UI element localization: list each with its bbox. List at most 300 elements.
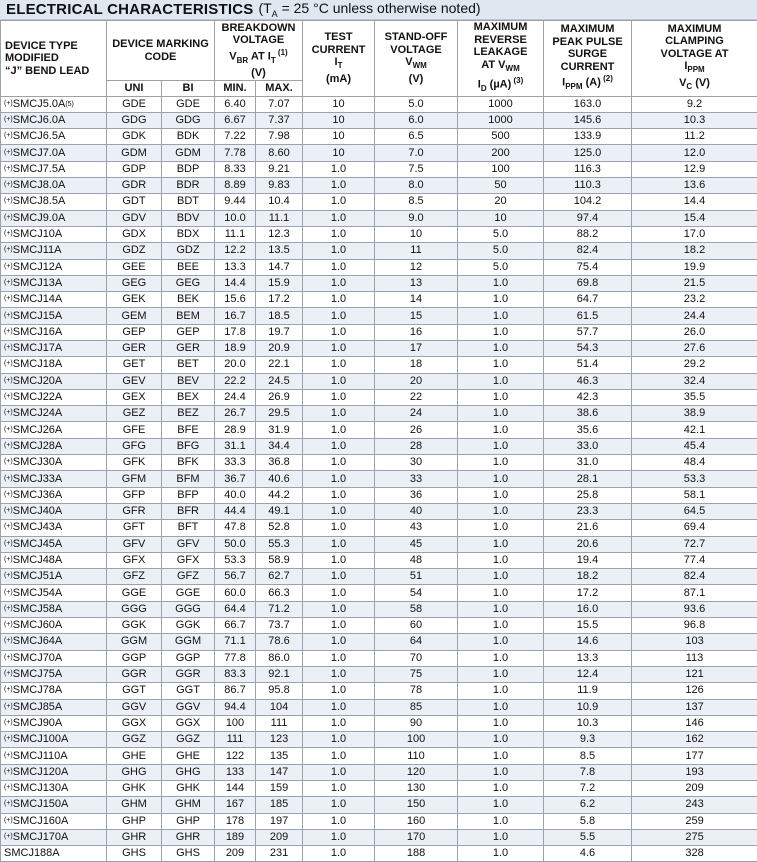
table-row bbox=[1, 275, 757, 291]
cell-peak-pulse-current: 17.2 bbox=[544, 585, 632, 601]
table-row bbox=[1, 161, 757, 177]
cell-standoff-voltage: 6.0 bbox=[375, 112, 458, 128]
cell-leakage-current: 1.0 bbox=[458, 471, 544, 487]
cell-standoff-voltage: 10 bbox=[375, 226, 458, 242]
cell-marking-bi: BFM bbox=[162, 471, 215, 487]
cell-clamping-voltage: 18.2 bbox=[632, 243, 757, 259]
cell-vbr-min: 209 bbox=[215, 846, 256, 862]
table-row bbox=[1, 471, 757, 487]
cell-vbr-max: 7.07 bbox=[256, 96, 303, 112]
cell-vbr-min: 167 bbox=[215, 797, 256, 813]
cell-test-current: 1.0 bbox=[303, 748, 375, 764]
cell-clamping-voltage: 13.6 bbox=[632, 178, 757, 194]
cell-device-type: (+)SMCJ28A bbox=[1, 438, 107, 454]
cell-test-current: 1.0 bbox=[303, 699, 375, 715]
table-row bbox=[1, 292, 757, 308]
cell-marking-uni: GER bbox=[107, 340, 162, 356]
cell-marking-bi: GFV bbox=[162, 536, 215, 552]
cell-peak-pulse-current: 116.3 bbox=[544, 161, 632, 177]
cell-clamping-voltage: 35.5 bbox=[632, 389, 757, 405]
cell-vbr-max: 66.3 bbox=[256, 585, 303, 601]
cell-peak-pulse-current: 9.3 bbox=[544, 732, 632, 748]
cell-clamping-voltage: 17.0 bbox=[632, 226, 757, 242]
cell-leakage-current: 1.0 bbox=[458, 569, 544, 585]
cell-clamping-voltage: 24.4 bbox=[632, 308, 757, 324]
cell-clamping-voltage: 9.2 bbox=[632, 96, 757, 112]
cell-vbr-min: 40.0 bbox=[215, 487, 256, 503]
header-device-type: DEVICE TYPE MODIFIED “J” BEND LEAD bbox=[1, 21, 107, 97]
cell-device-type: (+)SMCJ24A bbox=[1, 406, 107, 422]
cell-marking-uni: GGV bbox=[107, 699, 162, 715]
cell-marking-uni: GDG bbox=[107, 112, 162, 128]
table-row bbox=[1, 389, 757, 405]
cell-peak-pulse-current: 8.5 bbox=[544, 748, 632, 764]
cell-vbr-max: 95.8 bbox=[256, 683, 303, 699]
cell-standoff-voltage: 58 bbox=[375, 601, 458, 617]
cell-clamping-voltage: 12.9 bbox=[632, 161, 757, 177]
cell-marking-bi: GHR bbox=[162, 829, 215, 845]
cell-vbr-max: 18.5 bbox=[256, 308, 303, 324]
table-row bbox=[1, 194, 757, 210]
cell-device-type: (+)SMCJ85A bbox=[1, 699, 107, 715]
cell-marking-uni: GEE bbox=[107, 259, 162, 275]
cell-device-type: (+)SMCJ7.5A bbox=[1, 161, 107, 177]
cell-leakage-current: 1.0 bbox=[458, 536, 544, 552]
cell-leakage-current: 1.0 bbox=[458, 618, 544, 634]
cell-vbr-max: 231 bbox=[256, 846, 303, 862]
cell-marking-bi: GGG bbox=[162, 601, 215, 617]
cell-standoff-voltage: 43 bbox=[375, 520, 458, 536]
cell-marking-bi: GDZ bbox=[162, 243, 215, 259]
cell-peak-pulse-current: 10.9 bbox=[544, 699, 632, 715]
cell-vbr-min: 22.2 bbox=[215, 373, 256, 389]
cell-clamping-voltage: 93.6 bbox=[632, 601, 757, 617]
cell-clamping-voltage: 21.5 bbox=[632, 275, 757, 291]
cell-vbr-min: 15.6 bbox=[215, 292, 256, 308]
table-row bbox=[1, 340, 757, 356]
cell-device-type: (+)SMCJ16A bbox=[1, 324, 107, 340]
cell-marking-bi: GEP bbox=[162, 324, 215, 340]
table-row bbox=[1, 406, 757, 422]
cell-vbr-min: 8.89 bbox=[215, 178, 256, 194]
cell-marking-bi: GHK bbox=[162, 781, 215, 797]
cell-test-current: 1.0 bbox=[303, 764, 375, 780]
table-row bbox=[1, 797, 757, 813]
table-row bbox=[1, 455, 757, 471]
cell-marking-uni: GEP bbox=[107, 324, 162, 340]
cell-leakage-current: 5.0 bbox=[458, 243, 544, 259]
cell-standoff-voltage: 120 bbox=[375, 764, 458, 780]
cell-vbr-min: 56.7 bbox=[215, 569, 256, 585]
cell-vbr-max: 58.9 bbox=[256, 552, 303, 568]
cell-vbr-min: 24.4 bbox=[215, 389, 256, 405]
cell-peak-pulse-current: 11.9 bbox=[544, 683, 632, 699]
cell-marking-bi: BET bbox=[162, 357, 215, 373]
cell-leakage-current: 1.0 bbox=[458, 601, 544, 617]
cell-vbr-max: 14.7 bbox=[256, 259, 303, 275]
cell-vbr-min: 71.1 bbox=[215, 634, 256, 650]
cell-peak-pulse-current: 16.0 bbox=[544, 601, 632, 617]
cell-leakage-current: 1000 bbox=[458, 96, 544, 112]
table-row bbox=[1, 569, 757, 585]
cell-test-current: 1.0 bbox=[303, 340, 375, 356]
cell-vbr-min: 36.7 bbox=[215, 471, 256, 487]
cell-clamping-voltage: 58.1 bbox=[632, 487, 757, 503]
cell-marking-bi: BFE bbox=[162, 422, 215, 438]
cell-standoff-voltage: 8.0 bbox=[375, 178, 458, 194]
cell-peak-pulse-current: 46.3 bbox=[544, 373, 632, 389]
cell-device-type: (+)SMCJ10A bbox=[1, 226, 107, 242]
table-row bbox=[1, 112, 757, 128]
cell-leakage-current: 50 bbox=[458, 178, 544, 194]
cell-clamping-voltage: 14.4 bbox=[632, 194, 757, 210]
cell-device-type: (+)SMCJ110A bbox=[1, 748, 107, 764]
cell-standoff-voltage: 60 bbox=[375, 618, 458, 634]
cell-leakage-current: 1.0 bbox=[458, 666, 544, 682]
cell-device-type: (+)SMCJ36A bbox=[1, 487, 107, 503]
cell-leakage-current: 1.0 bbox=[458, 585, 544, 601]
cell-standoff-voltage: 30 bbox=[375, 455, 458, 471]
cell-clamping-voltage: 72.7 bbox=[632, 536, 757, 552]
cell-vbr-min: 50.0 bbox=[215, 536, 256, 552]
cell-vbr-max: 7.98 bbox=[256, 129, 303, 145]
cell-test-current: 1.0 bbox=[303, 194, 375, 210]
cell-marking-bi: BDR bbox=[162, 178, 215, 194]
cell-leakage-current: 1.0 bbox=[458, 634, 544, 650]
cell-device-type: SMCJ188A bbox=[1, 846, 107, 862]
cell-vbr-min: 64.4 bbox=[215, 601, 256, 617]
cell-marking-bi: BEZ bbox=[162, 406, 215, 422]
cell-vbr-min: 94.4 bbox=[215, 699, 256, 715]
cell-clamping-voltage: 64.5 bbox=[632, 503, 757, 519]
cell-test-current: 1.0 bbox=[303, 487, 375, 503]
cell-marking-bi: GGK bbox=[162, 618, 215, 634]
cell-device-type: (+)SMCJ160A bbox=[1, 813, 107, 829]
cell-vbr-max: 71.2 bbox=[256, 601, 303, 617]
table-row bbox=[1, 520, 757, 536]
cell-clamping-voltage: 87.1 bbox=[632, 585, 757, 601]
table-title: ELECTRICAL CHARACTERISTICS bbox=[6, 1, 253, 18]
table-row bbox=[1, 324, 757, 340]
cell-vbr-min: 144 bbox=[215, 781, 256, 797]
cell-vbr-min: 77.8 bbox=[215, 650, 256, 666]
cell-device-type: (+)SMCJ64A bbox=[1, 634, 107, 650]
cell-peak-pulse-current: 64.7 bbox=[544, 292, 632, 308]
cell-leakage-current: 1.0 bbox=[458, 846, 544, 862]
cell-vbr-min: 60.0 bbox=[215, 585, 256, 601]
cell-device-type: (+)SMCJ78A bbox=[1, 683, 107, 699]
cell-vbr-max: 29.5 bbox=[256, 406, 303, 422]
cell-leakage-current: 1.0 bbox=[458, 308, 544, 324]
cell-marking-bi: BEV bbox=[162, 373, 215, 389]
cell-peak-pulse-current: 61.5 bbox=[544, 308, 632, 324]
cell-standoff-voltage: 130 bbox=[375, 781, 458, 797]
cell-vbr-max: 13.5 bbox=[256, 243, 303, 259]
cell-marking-bi: GER bbox=[162, 340, 215, 356]
cell-vbr-min: 28.9 bbox=[215, 422, 256, 438]
cell-marking-uni: GEX bbox=[107, 389, 162, 405]
cell-marking-uni: GGX bbox=[107, 715, 162, 731]
table-row bbox=[1, 373, 757, 389]
cell-device-type: (+)SMCJ90A bbox=[1, 715, 107, 731]
cell-vbr-max: 62.7 bbox=[256, 569, 303, 585]
cell-marking-uni: GFP bbox=[107, 487, 162, 503]
cell-standoff-voltage: 48 bbox=[375, 552, 458, 568]
table-row bbox=[1, 732, 757, 748]
table-row bbox=[1, 422, 757, 438]
cell-test-current: 1.0 bbox=[303, 634, 375, 650]
cell-vbr-max: 197 bbox=[256, 813, 303, 829]
cell-marking-uni: GDZ bbox=[107, 243, 162, 259]
header-reverse-leakage: MAXIMUM REVERSE LEAKAGE AT $V_{WM}$ $I_D$ (µA) $^{(3)}$ bbox=[458, 21, 544, 97]
cell-clamping-voltage: 82.4 bbox=[632, 569, 757, 585]
cell-marking-bi: GGE bbox=[162, 585, 215, 601]
cell-standoff-voltage: 24 bbox=[375, 406, 458, 422]
cell-device-type: (+)SMCJ40A bbox=[1, 503, 107, 519]
cell-device-type: (+)SMCJ22A bbox=[1, 389, 107, 405]
cell-vbr-min: 18.9 bbox=[215, 340, 256, 356]
table-row bbox=[1, 699, 757, 715]
cell-peak-pulse-current: 4.6 bbox=[544, 846, 632, 862]
cell-vbr-max: 147 bbox=[256, 764, 303, 780]
cell-marking-uni: GGM bbox=[107, 634, 162, 650]
cell-marking-uni: GHE bbox=[107, 748, 162, 764]
cell-vbr-max: 135 bbox=[256, 748, 303, 764]
cell-test-current: 1.0 bbox=[303, 601, 375, 617]
cell-clamping-voltage: 96.8 bbox=[632, 618, 757, 634]
table-body bbox=[1, 96, 757, 862]
cell-leakage-current: 1.0 bbox=[458, 487, 544, 503]
cell-test-current: 1.0 bbox=[303, 585, 375, 601]
cell-test-current: 10 bbox=[303, 129, 375, 145]
table-row bbox=[1, 438, 757, 454]
cell-peak-pulse-current: 97.4 bbox=[544, 210, 632, 226]
table-row bbox=[1, 552, 757, 568]
cell-standoff-voltage: 54 bbox=[375, 585, 458, 601]
cell-peak-pulse-current: 6.2 bbox=[544, 797, 632, 813]
cell-peak-pulse-current: 14.6 bbox=[544, 634, 632, 650]
table-row bbox=[1, 829, 757, 845]
cell-marking-uni: GHG bbox=[107, 764, 162, 780]
cell-vbr-max: 55.3 bbox=[256, 536, 303, 552]
cell-leakage-current: 10 bbox=[458, 210, 544, 226]
cell-marking-bi: BDT bbox=[162, 194, 215, 210]
cell-test-current: 1.0 bbox=[303, 308, 375, 324]
cell-test-current: 1.0 bbox=[303, 455, 375, 471]
table-row bbox=[1, 764, 757, 780]
cell-peak-pulse-current: 33.0 bbox=[544, 438, 632, 454]
cell-leakage-current: 1.0 bbox=[458, 650, 544, 666]
cell-marking-bi: GFX bbox=[162, 552, 215, 568]
table-row bbox=[1, 178, 757, 194]
cell-device-type: (+)SMCJ30A bbox=[1, 455, 107, 471]
cell-vbr-min: 100 bbox=[215, 715, 256, 731]
cell-vbr-min: 10.0 bbox=[215, 210, 256, 226]
cell-leakage-current: 1.0 bbox=[458, 699, 544, 715]
cell-clamping-voltage: 12.0 bbox=[632, 145, 757, 161]
cell-clamping-voltage: 209 bbox=[632, 781, 757, 797]
cell-marking-bi: BFP bbox=[162, 487, 215, 503]
cell-peak-pulse-current: 12.4 bbox=[544, 666, 632, 682]
cell-standoff-voltage: 33 bbox=[375, 471, 458, 487]
table-row bbox=[1, 357, 757, 373]
cell-vbr-min: 13.3 bbox=[215, 259, 256, 275]
cell-leakage-current: 1.0 bbox=[458, 292, 544, 308]
cell-peak-pulse-current: 35.6 bbox=[544, 422, 632, 438]
cell-device-type: (+)SMCJ60A bbox=[1, 618, 107, 634]
cell-clamping-voltage: 26.0 bbox=[632, 324, 757, 340]
cell-leakage-current: 1.0 bbox=[458, 829, 544, 845]
cell-vbr-max: 209 bbox=[256, 829, 303, 845]
cell-vbr-min: 178 bbox=[215, 813, 256, 829]
cell-vbr-max: 73.7 bbox=[256, 618, 303, 634]
table-row bbox=[1, 813, 757, 829]
cell-marking-uni: GHM bbox=[107, 797, 162, 813]
cell-peak-pulse-current: 20.6 bbox=[544, 536, 632, 552]
cell-leakage-current: 1.0 bbox=[458, 389, 544, 405]
cell-device-type: (+)SMCJ18A bbox=[1, 357, 107, 373]
header-test-current: TEST CURRENT $I_T$ (mA) bbox=[303, 21, 375, 97]
cell-vbr-min: 33.3 bbox=[215, 455, 256, 471]
cell-leakage-current: 1.0 bbox=[458, 373, 544, 389]
cell-peak-pulse-current: 88.2 bbox=[544, 226, 632, 242]
cell-leakage-current: 1.0 bbox=[458, 813, 544, 829]
cell-test-current: 1.0 bbox=[303, 781, 375, 797]
cell-standoff-voltage: 14 bbox=[375, 292, 458, 308]
cell-vbr-max: 111 bbox=[256, 715, 303, 731]
table-row bbox=[1, 145, 757, 161]
cell-standoff-voltage: 51 bbox=[375, 569, 458, 585]
cell-clamping-voltage: 69.4 bbox=[632, 520, 757, 536]
table-row bbox=[1, 487, 757, 503]
cell-marking-uni: GDX bbox=[107, 226, 162, 242]
header-standoff-voltage: STAND-OFF VOLTAGE $V_{WM}$ (V) bbox=[375, 21, 458, 97]
table-row bbox=[1, 96, 757, 112]
cell-device-type: (+)SMCJ120A bbox=[1, 764, 107, 780]
cell-test-current: 1.0 bbox=[303, 618, 375, 634]
cell-standoff-voltage: 8.5 bbox=[375, 194, 458, 210]
cell-leakage-current: 1.0 bbox=[458, 455, 544, 471]
cell-test-current: 1.0 bbox=[303, 666, 375, 682]
cell-test-current: 1.0 bbox=[303, 471, 375, 487]
table-row bbox=[1, 618, 757, 634]
cell-vbr-min: 11.1 bbox=[215, 226, 256, 242]
cell-leakage-current: 5.0 bbox=[458, 226, 544, 242]
cell-leakage-current: 500 bbox=[458, 129, 544, 145]
cell-vbr-max: 185 bbox=[256, 797, 303, 813]
cell-leakage-current: 1.0 bbox=[458, 324, 544, 340]
cell-vbr-max: 15.9 bbox=[256, 275, 303, 291]
cell-standoff-voltage: 78 bbox=[375, 683, 458, 699]
cell-marking-uni: GDM bbox=[107, 145, 162, 161]
header-peak-pulse-current: MAXIMUM PEAK PULSE SURGE CURRENT $I_{PPM}$ (A) $^{(2)}$ bbox=[544, 21, 632, 97]
cell-clamping-voltage: 177 bbox=[632, 748, 757, 764]
cell-vbr-min: 86.7 bbox=[215, 683, 256, 699]
cell-marking-uni: GGT bbox=[107, 683, 162, 699]
cell-standoff-voltage: 160 bbox=[375, 813, 458, 829]
cell-device-type: (+)SMCJ170A bbox=[1, 829, 107, 845]
cell-standoff-voltage: 7.5 bbox=[375, 161, 458, 177]
cell-device-type: (+)SMCJ14A bbox=[1, 292, 107, 308]
table-row bbox=[1, 666, 757, 682]
header-marking-uni: UNI bbox=[107, 81, 162, 96]
cell-marking-uni: GDK bbox=[107, 129, 162, 145]
cell-marking-uni: GFG bbox=[107, 438, 162, 454]
cell-vbr-min: 7.22 bbox=[215, 129, 256, 145]
cell-test-current: 1.0 bbox=[303, 178, 375, 194]
cell-peak-pulse-current: 69.8 bbox=[544, 275, 632, 291]
cell-device-type: (+)SMCJ13A bbox=[1, 275, 107, 291]
cell-leakage-current: 1.0 bbox=[458, 438, 544, 454]
cell-vbr-min: 7.78 bbox=[215, 145, 256, 161]
cell-standoff-voltage: 75 bbox=[375, 666, 458, 682]
cell-marking-bi: GGT bbox=[162, 683, 215, 699]
cell-standoff-voltage: 64 bbox=[375, 634, 458, 650]
cell-marking-bi: BEK bbox=[162, 292, 215, 308]
cell-marking-uni: GEG bbox=[107, 275, 162, 291]
cell-marking-bi: BEX bbox=[162, 389, 215, 405]
cell-vbr-max: 9.21 bbox=[256, 161, 303, 177]
cell-peak-pulse-current: 51.4 bbox=[544, 357, 632, 373]
cell-standoff-voltage: 110 bbox=[375, 748, 458, 764]
cell-marking-uni: GHR bbox=[107, 829, 162, 845]
cell-device-type: (+)SMCJ33A bbox=[1, 471, 107, 487]
cell-vbr-min: 9.44 bbox=[215, 194, 256, 210]
cell-device-type: (+)SMCJ26A bbox=[1, 422, 107, 438]
cell-clamping-voltage: 193 bbox=[632, 764, 757, 780]
cell-peak-pulse-current: 15.5 bbox=[544, 618, 632, 634]
cell-standoff-voltage: 16 bbox=[375, 324, 458, 340]
cell-clamping-voltage: 113 bbox=[632, 650, 757, 666]
cell-clamping-voltage: 29.2 bbox=[632, 357, 757, 373]
cell-marking-uni: GEK bbox=[107, 292, 162, 308]
cell-standoff-voltage: 36 bbox=[375, 487, 458, 503]
cell-clamping-voltage: 137 bbox=[632, 699, 757, 715]
cell-device-type: (+)SMCJ75A bbox=[1, 666, 107, 682]
cell-marking-uni: GFE bbox=[107, 422, 162, 438]
cell-test-current: 1.0 bbox=[303, 650, 375, 666]
table-row bbox=[1, 634, 757, 650]
cell-marking-bi: GDE bbox=[162, 96, 215, 112]
cell-device-type: (+)SMCJ43A bbox=[1, 520, 107, 536]
cell-device-type: (+)SMCJ11A bbox=[1, 243, 107, 259]
cell-clamping-voltage: 53.3 bbox=[632, 471, 757, 487]
cell-test-current: 1.0 bbox=[303, 406, 375, 422]
cell-standoff-voltage: 13 bbox=[375, 275, 458, 291]
table-row bbox=[1, 210, 757, 226]
cell-test-current: 1.0 bbox=[303, 292, 375, 308]
cell-clamping-voltage: 146 bbox=[632, 715, 757, 731]
cell-leakage-current: 1.0 bbox=[458, 357, 544, 373]
cell-vbr-max: 11.1 bbox=[256, 210, 303, 226]
table-row bbox=[1, 243, 757, 259]
cell-leakage-current: 1.0 bbox=[458, 732, 544, 748]
cell-marking-uni: GFK bbox=[107, 455, 162, 471]
header-marking: DEVICE MARKING CODE bbox=[107, 21, 215, 81]
cell-test-current: 1.0 bbox=[303, 552, 375, 568]
cell-standoff-voltage: 40 bbox=[375, 503, 458, 519]
table-row bbox=[1, 748, 757, 764]
cell-vbr-min: 122 bbox=[215, 748, 256, 764]
cell-test-current: 1.0 bbox=[303, 520, 375, 536]
cell-standoff-voltage: 70 bbox=[375, 650, 458, 666]
cell-marking-bi: BDX bbox=[162, 226, 215, 242]
cell-vbr-min: 66.7 bbox=[215, 618, 256, 634]
cell-peak-pulse-current: 19.4 bbox=[544, 552, 632, 568]
cell-standoff-voltage: 170 bbox=[375, 829, 458, 845]
cell-standoff-voltage: 22 bbox=[375, 389, 458, 405]
cell-peak-pulse-current: 110.3 bbox=[544, 178, 632, 194]
